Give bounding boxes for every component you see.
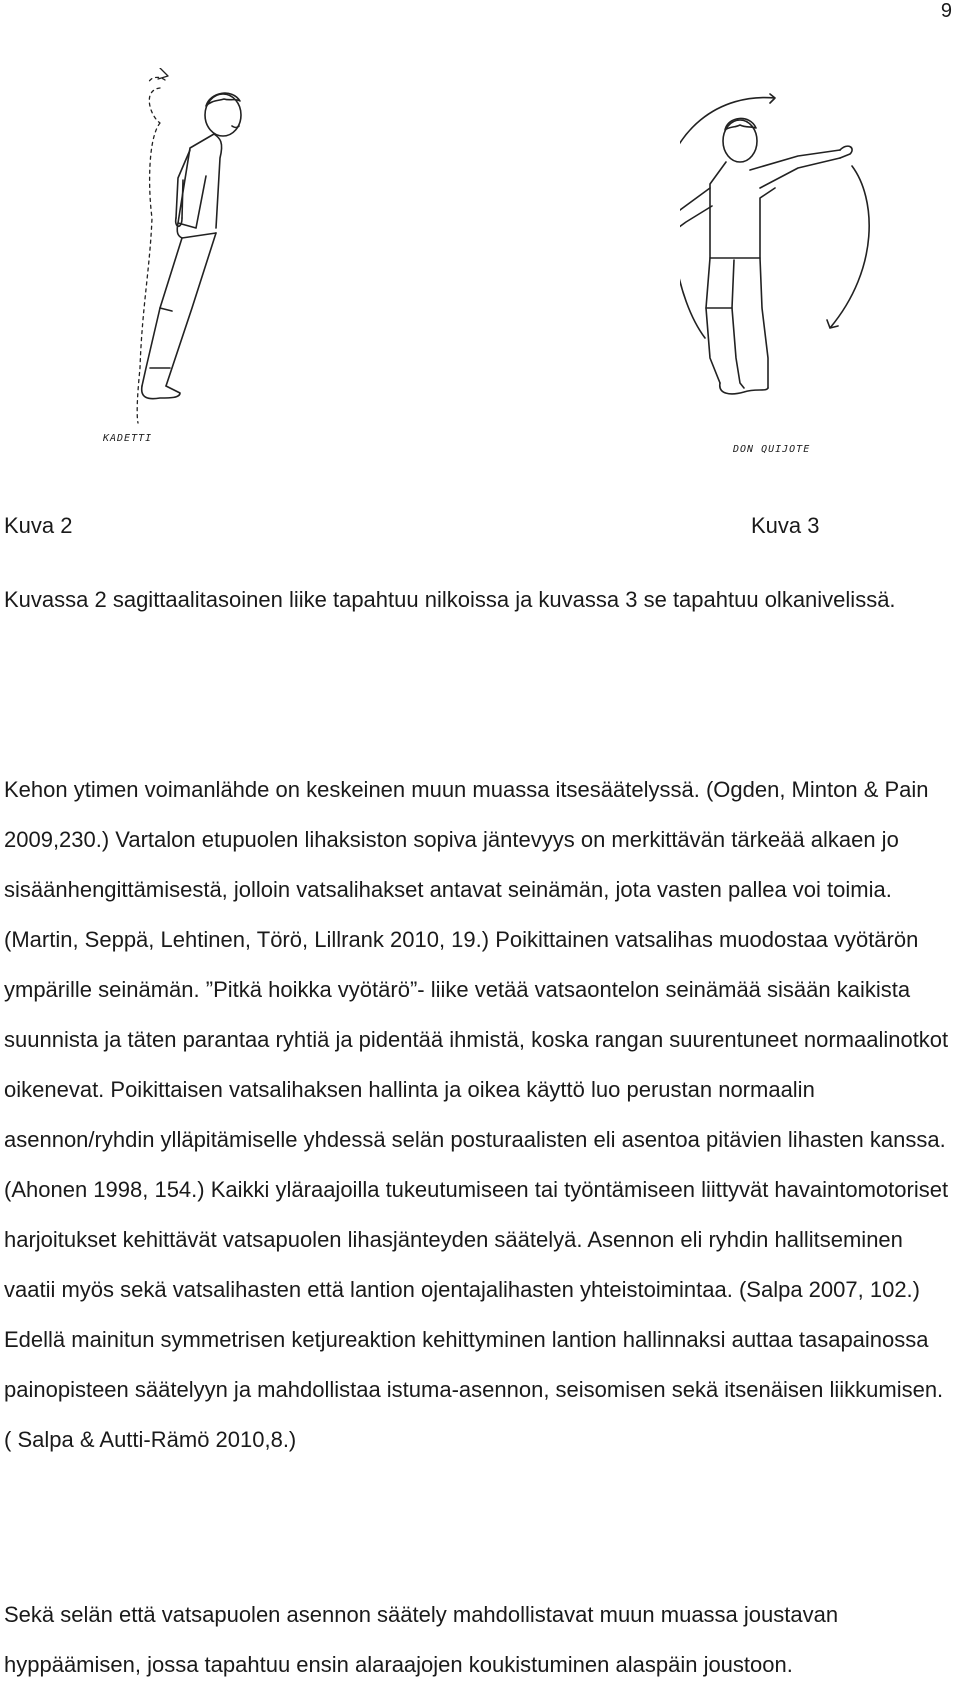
figure-2-caption: Kuva 2	[4, 513, 73, 538]
paragraph-figure-explanation: Kuvassa 2 sagittaalitasoinen liike tapahtuu nilkoissa ja kuvassa 3 se tapahtuu olkanivelissä.	[4, 587, 896, 612]
figure-3-sketch-label: DON QUIJOTE	[733, 444, 811, 455]
paragraph-jumping: Sekä selän että vatsapuolen asennon säätely mahdollistavat muun muassa joustavan hyppäämisen, jossa tapahtuu ensin alaraajojen koukistuminen alaspäin joustoon.	[4, 1602, 839, 1677]
figure-3-arm-circle-sketch	[680, 88, 930, 468]
figure-2-sketch-label: KADETTI	[103, 433, 153, 444]
figure-2-leaning-person-sketch	[120, 68, 310, 458]
paragraph-core-muscles: Kehon ytimen voimanlähde on keskeinen muun muassa itsesäätelyssä. (Ogden, Minton & Pain 2009,230.) Vartalon etupuolen lihaksiston sopiva jäntevyys on merkittävän tärkeää alkaen jo sisäänhengittämisestä, jolloin vatsalihakset antavat seinämän, jota vasten pallea voi toimia. (Martin, Seppä, Lehtinen, Törö, Lillrank 2010, 19.) Poikittainen vatsalihas muodostaa vyötärön ympärille seinämän. ”Pitkä hoikka vyötärö”- liike vetää vatsaontelon seinämää sisään kaikista suunnista ja täten parantaa ryhtiä ja pidentää ihmistä, koska rangan suurentuneet normaalinotkot oikenevat. Poikittaisen vatsalihaksen hallinta ja oikea käyttö luo perustan normaalin asennon/ryhdin ylläpitämiselle yhdessä selän posturaalisten eli asentoa pitävien lihasten kanssa. (Ahonen 1998, 154.) Kaikki yläraajoilla tukeutumiseen tai työntämiseen liittyvät havaintomotoriset harjoitukset kehittävät vatsapuolen lihasjänteyden säätelyä. Asennon eli ryhdin hallitseminen vaatii myös sekä vatsalihasten että lantion ojentajalihasten yhteistoimintaa. (Salpa 2007, 102.) Edellä mainitun symmetrisen ketjureaktion kehittyminen lantion hallinnaksi auttaa tasapainossa painopisteen säätelyyn ja mahdollistaa istuma-asennon, seisomisen sekä itsenäisen liikkumisen. ( Salpa & Autti-Rämö 2010,8.)	[4, 777, 949, 1452]
figure-3-caption: Kuva 3	[751, 513, 820, 538]
page-number: 9	[940, 0, 952, 22]
